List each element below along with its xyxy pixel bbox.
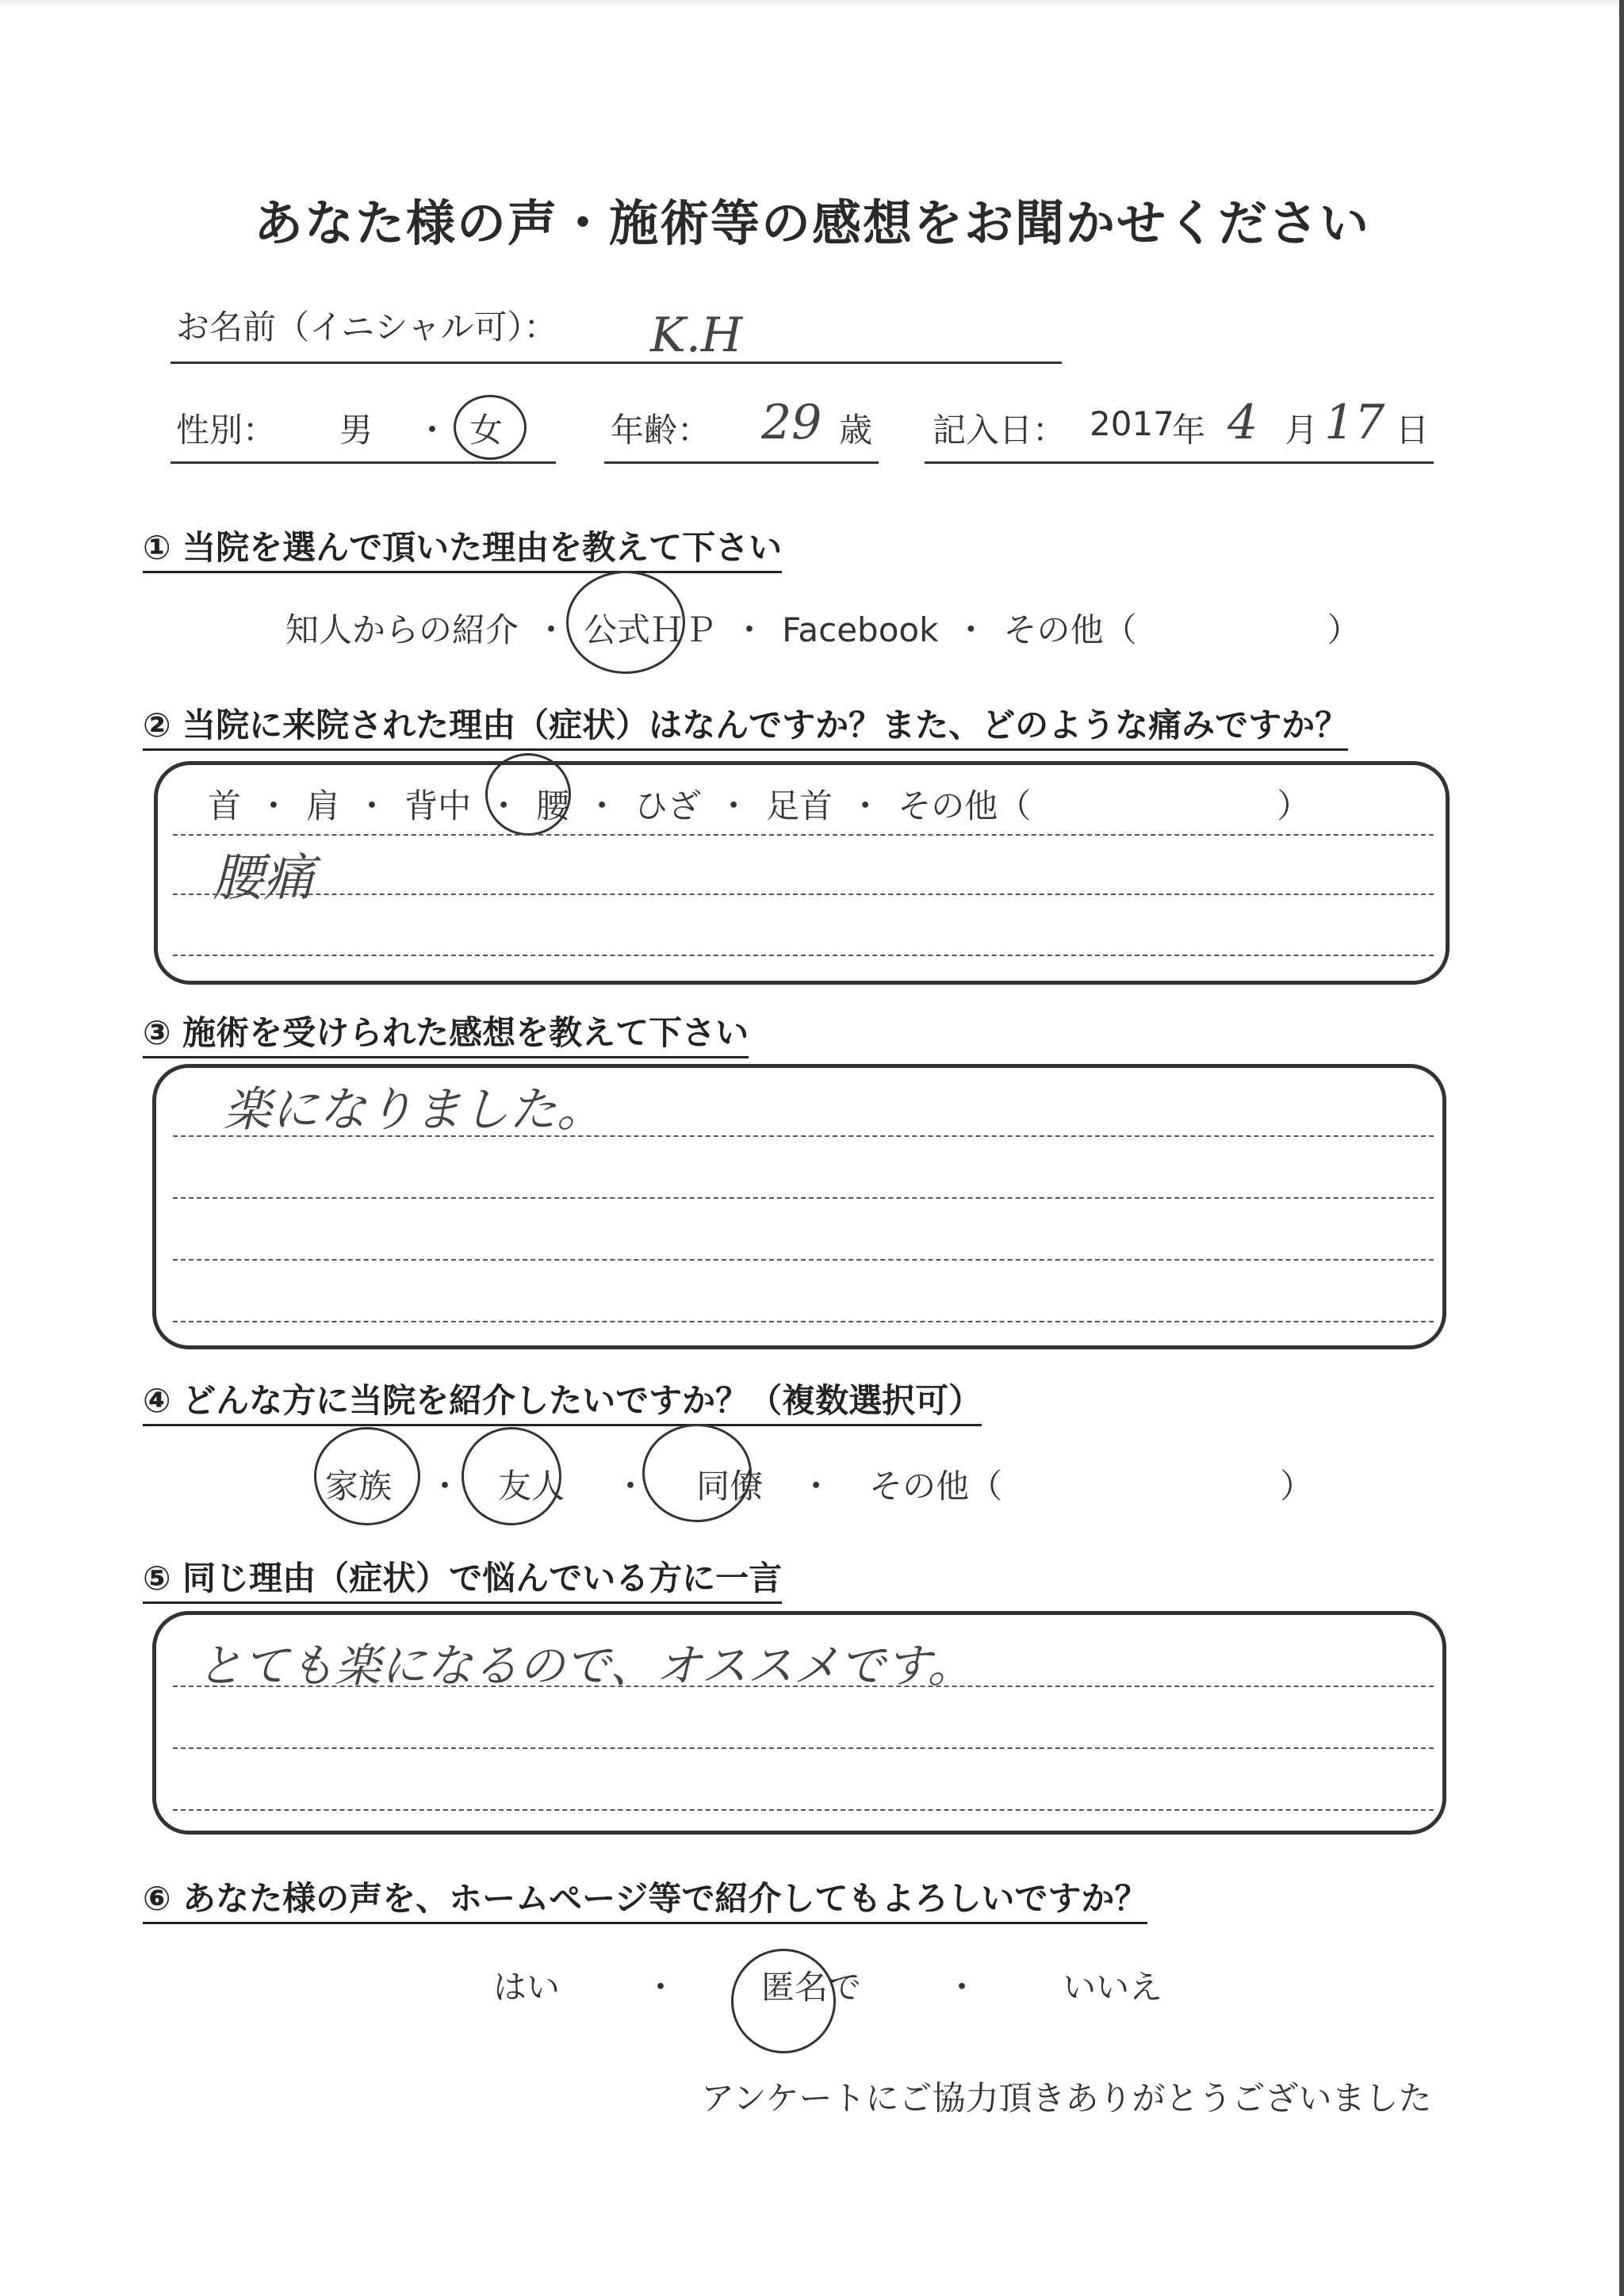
q1-sep: ・ (733, 610, 767, 649)
q2-sep: ・ (848, 786, 883, 825)
date-underline (925, 461, 1434, 464)
q2-rule-3 (173, 955, 1434, 956)
q1-heading: ① 当院を選んで頂いた理由を教えて下さい (143, 522, 782, 573)
q5-answer: とても楽になるので、オススメです。 (197, 1639, 974, 1693)
q4-friend-circle (462, 1427, 561, 1525)
date-year-unit: 年 (1172, 411, 1206, 450)
q3-rule-1 (173, 1135, 1434, 1137)
q4-option-coworker: 同僚 (696, 1467, 764, 1506)
q1-selected-circle (566, 571, 685, 674)
q2-sep: ・ (717, 786, 751, 825)
scan-right-edge (1619, 0, 1624, 2296)
gender-female: 女 (469, 411, 504, 450)
gender-underline (170, 461, 556, 464)
q2-option-other-close: ） (1277, 786, 1311, 825)
q4-family-circle (314, 1427, 420, 1525)
q5-rule-2 (173, 1747, 1434, 1749)
age-label: 年齢： (611, 411, 711, 450)
q6-option-anonymous: 匿名で (761, 1968, 862, 2007)
q3-answer: 楽になりました。 (224, 1082, 604, 1138)
q2-sep: ・ (257, 786, 291, 825)
age-underline (604, 461, 879, 464)
q4-sep: ・ (428, 1467, 462, 1506)
q4-option-other-close: ） (1280, 1467, 1314, 1506)
gender-dot: ・ (416, 411, 450, 450)
gender-male: 男 (339, 411, 373, 450)
q4-coworker-circle (642, 1424, 752, 1522)
q2-option-neck: 首 (208, 786, 242, 825)
q5-heading: ⑤ 同じ理由（症状）で悩んでいる方に一言 (143, 1552, 782, 1604)
q2-option-knee: ひざ (634, 786, 702, 825)
q1-option-referral: 知人からの紹介 (285, 610, 519, 649)
q4-option-family: 家族 (325, 1467, 393, 1506)
gender-label: 性別： (176, 411, 277, 450)
q4-sep: ・ (799, 1467, 833, 1506)
q2-option-shoulder: 肩 (306, 786, 340, 825)
date-day: 17 (1324, 395, 1385, 450)
q1-sep: ・ (954, 610, 988, 649)
q2-option-other: その他（ (898, 786, 1032, 825)
footer-thanks: アンケートにご協力頂きありがとうございました (701, 2079, 1432, 2118)
q4-option-other: その他（ (869, 1467, 1003, 1506)
q2-option-lower-back: 腰 (536, 786, 570, 825)
q3-rule-4 (173, 1321, 1434, 1322)
q2-answer: 腰痛 (213, 849, 314, 908)
q2-heading: ② 当院に来院された理由（症状）はなんですか？また、どのような痛みですか？ (143, 699, 1348, 751)
q2-rule-2 (173, 894, 1434, 895)
gender-female-circle (454, 395, 527, 460)
date-month: 4 (1228, 395, 1258, 450)
date-year: 2017 (1090, 404, 1174, 443)
page-title: あなた様の声・施術等の感想をお聞かせください (253, 194, 1370, 252)
q4-option-friend: 友人 (498, 1467, 565, 1506)
q6-sep: ・ (945, 1968, 979, 2007)
q1-options (278, 604, 1368, 652)
scan-top-edge (0, 0, 1624, 8)
q2-option-back: 背中 (404, 786, 472, 825)
q3-heading: ③ 施術を受けられた感想を教えて下さい (143, 1007, 749, 1058)
q4-heading: ④ どんな方に当院を紹介したいですか？（複数選択可） (143, 1375, 982, 1426)
q4-sep: ・ (614, 1467, 648, 1506)
q5-rule-1 (173, 1686, 1434, 1687)
q6-selected-circle (731, 1949, 836, 2053)
q6-sep: ・ (644, 1968, 678, 2007)
q2-sep: ・ (355, 786, 389, 825)
q1-option-other: その他（ (1003, 610, 1137, 649)
q1-sep: ・ (534, 610, 569, 649)
name-value: K.H (650, 308, 743, 363)
q2-sep: ・ (585, 786, 619, 825)
q2-sep: ・ (487, 786, 521, 825)
q6-option-no: いいえ (1063, 1968, 1163, 2007)
q1-option-other-close: ） (1327, 610, 1361, 649)
date-day-unit: 日 (1396, 411, 1430, 450)
q1-option-website: 公式ＨＰ (584, 610, 718, 649)
date-month-unit: 月 (1285, 411, 1319, 450)
q6-option-yes: はい (493, 1968, 561, 2007)
q2-rule-1 (173, 834, 1434, 836)
q3-rule-2 (173, 1197, 1434, 1199)
q2-options (200, 780, 1318, 828)
name-label: お名前（イニシャル可）： (176, 308, 557, 346)
q1-option-facebook: Facebook (782, 610, 939, 649)
q2-option-ankle: 足首 (766, 786, 833, 825)
q3-rule-3 (173, 1259, 1434, 1261)
q5-rule-3 (173, 1809, 1434, 1811)
q6-heading: ⑥ あなた様の声を、ホームページ等で紹介してもよろしいですか？ (143, 1873, 1147, 1924)
q2-selected-circle (485, 753, 571, 836)
date-label: 記入日： (933, 411, 1067, 450)
age-unit: 歳 (839, 411, 873, 450)
age-value: 29 (761, 395, 822, 450)
name-underline (170, 362, 1062, 364)
